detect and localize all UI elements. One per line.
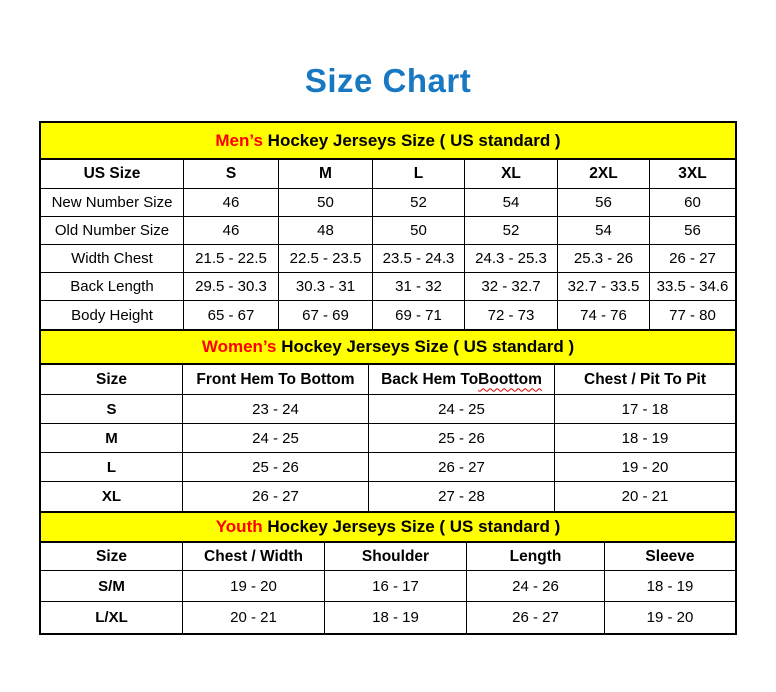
value-cell: 74 - 76: [558, 301, 650, 329]
value-cell: 56: [558, 189, 650, 216]
value-cell: 54: [465, 189, 558, 216]
size-chart-table: [39, 121, 737, 635]
banner-rest-label: Hockey Jerseys Size ( US standard ): [262, 130, 561, 150]
banner-accent-label: Youth: [215, 517, 263, 536]
mens-row-old-number-size: [41, 217, 735, 245]
row-label: Body Height: [41, 301, 184, 329]
banner-rest-label: Hockey Jerseys Size ( US standard ): [276, 337, 575, 356]
womens-row-xl: [41, 482, 735, 511]
column-header-shoulder: Shoulder: [325, 543, 467, 570]
value-cell: 16 - 17: [325, 571, 467, 601]
value-cell: 52: [465, 217, 558, 244]
value-cell: 67 - 69: [279, 301, 373, 329]
mens-header-row: [41, 160, 735, 189]
value-cell: 27 - 28: [369, 482, 555, 511]
womens-header-row: [41, 365, 735, 395]
value-cell: 26 - 27: [467, 602, 605, 633]
value-cell: 19 - 20: [646, 609, 694, 626]
womens-section-banner: [41, 329, 735, 365]
value-cell: 21.5 - 22.5: [184, 245, 279, 272]
value-cell: 18 - 19: [621, 429, 669, 447]
value-cell: 25.3 - 26: [558, 245, 650, 272]
womens-table-rows: [41, 365, 735, 511]
youth-table-rows: [41, 543, 735, 633]
value-cell: 20 - 21: [183, 602, 325, 633]
value-cell: 25 - 26: [369, 424, 555, 452]
column-header-l: L: [373, 160, 465, 188]
value-cell: 29.5 - 30.3: [184, 273, 279, 300]
banner-rest-label: Hockey Jerseys Size ( US standard ): [262, 517, 561, 536]
value-cell: 26 - 27: [183, 482, 369, 511]
value-cell: 18 - 19: [325, 602, 467, 633]
misspelled-word: Boottom: [478, 370, 542, 388]
column-header-chest-pit-to-pit: Chest / Pit To Pit: [584, 370, 706, 388]
womens-size-section: [41, 329, 735, 511]
mens-table-rows: [41, 160, 735, 329]
row-label: Back Length: [41, 273, 184, 300]
mens-size-section: [41, 123, 735, 329]
banner-accent-label: Women’s: [201, 337, 277, 356]
row-label: Width Chest: [41, 245, 184, 272]
value-cell: 31 - 32: [373, 273, 465, 300]
value-cell: 19 - 20: [621, 458, 669, 476]
value-cell: 46: [184, 217, 279, 244]
value-cell: 20 - 21: [621, 488, 669, 505]
column-header-us-size: US Size: [41, 160, 184, 188]
youth-section-banner: [41, 511, 735, 543]
value-cell: 24 - 26: [467, 571, 605, 601]
youth-header-row: [41, 543, 735, 571]
banner-accent-label: Men’s: [215, 130, 263, 150]
value-cell: 24.3 - 25.3: [465, 245, 558, 272]
value-cell: 23 - 24: [183, 395, 369, 423]
value-cell: 60: [684, 194, 701, 211]
womens-row-l: [41, 453, 735, 482]
value-cell: 23.5 - 24.3: [373, 245, 465, 272]
column-header-size: Size: [41, 365, 183, 394]
column-header-length: Length: [467, 543, 605, 570]
value-cell: 26 - 27: [369, 453, 555, 481]
column-header-2xl: 2XL: [558, 160, 650, 188]
youth-row-l-xl: [41, 602, 735, 633]
column-header-xl: XL: [465, 160, 558, 188]
value-cell: 54: [558, 217, 650, 244]
column-header-front-hem-to-bottom: Front Hem To Bottom: [183, 365, 369, 394]
value-cell: 32 - 32.7: [465, 273, 558, 300]
row-label: New Number Size: [41, 189, 184, 216]
value-cell: 30.3 - 31: [279, 273, 373, 300]
value-cell: 72 - 73: [465, 301, 558, 329]
column-header-3xl: 3XL: [678, 165, 707, 182]
value-cell: 33.5 - 34.6: [656, 278, 729, 295]
column-header-sleeve: Sleeve: [645, 547, 695, 565]
youth-size-section: [41, 511, 735, 633]
value-cell: 65 - 67: [184, 301, 279, 329]
value-cell: 46: [184, 189, 279, 216]
value-cell: 24 - 25: [369, 395, 555, 423]
row-label: XL: [41, 482, 183, 511]
value-cell: 22.5 - 23.5: [279, 245, 373, 272]
value-cell: 26 - 27: [669, 250, 716, 267]
mens-row-back-length: [41, 273, 735, 301]
page-title: Size Chart: [304, 62, 472, 99]
row-label: M: [41, 424, 183, 452]
row-label: S: [41, 395, 183, 423]
womens-row-s: [41, 395, 735, 424]
value-cell: 69 - 71: [373, 301, 465, 329]
row-label: L/XL: [41, 602, 183, 633]
column-header-s: S: [184, 160, 279, 188]
row-label: S/M: [41, 571, 183, 601]
value-cell: 50: [279, 189, 373, 216]
column-header-size: Size: [41, 543, 183, 570]
value-cell: 25 - 26: [183, 453, 369, 481]
value-cell: 19 - 20: [183, 571, 325, 601]
value-cell: 48: [279, 217, 373, 244]
value-cell: 17 - 18: [621, 400, 669, 418]
value-cell: 32.7 - 33.5: [558, 273, 650, 300]
column-header-back-hem-to-boottom: Back Hem To Boottom: [369, 365, 555, 394]
value-cell: 56: [684, 222, 701, 239]
value-cell: 50: [373, 217, 465, 244]
row-label: L: [41, 453, 183, 481]
womens-row-m: [41, 424, 735, 453]
value-cell: 52: [373, 189, 465, 216]
mens-row-width-chest: [41, 245, 735, 273]
column-header-m: M: [279, 160, 373, 188]
column-header-chest-width: Chest / Width: [183, 543, 325, 570]
mens-row-body-height: [41, 301, 735, 329]
value-cell: 24 - 25: [183, 424, 369, 452]
mens-row-new-number-size: [41, 189, 735, 217]
mens-section-banner: [41, 123, 735, 160]
youth-row-s-m: [41, 571, 735, 602]
value-cell: 18 - 19: [646, 577, 694, 595]
value-cell: 77 - 80: [669, 306, 716, 324]
row-label: Old Number Size: [41, 217, 184, 244]
